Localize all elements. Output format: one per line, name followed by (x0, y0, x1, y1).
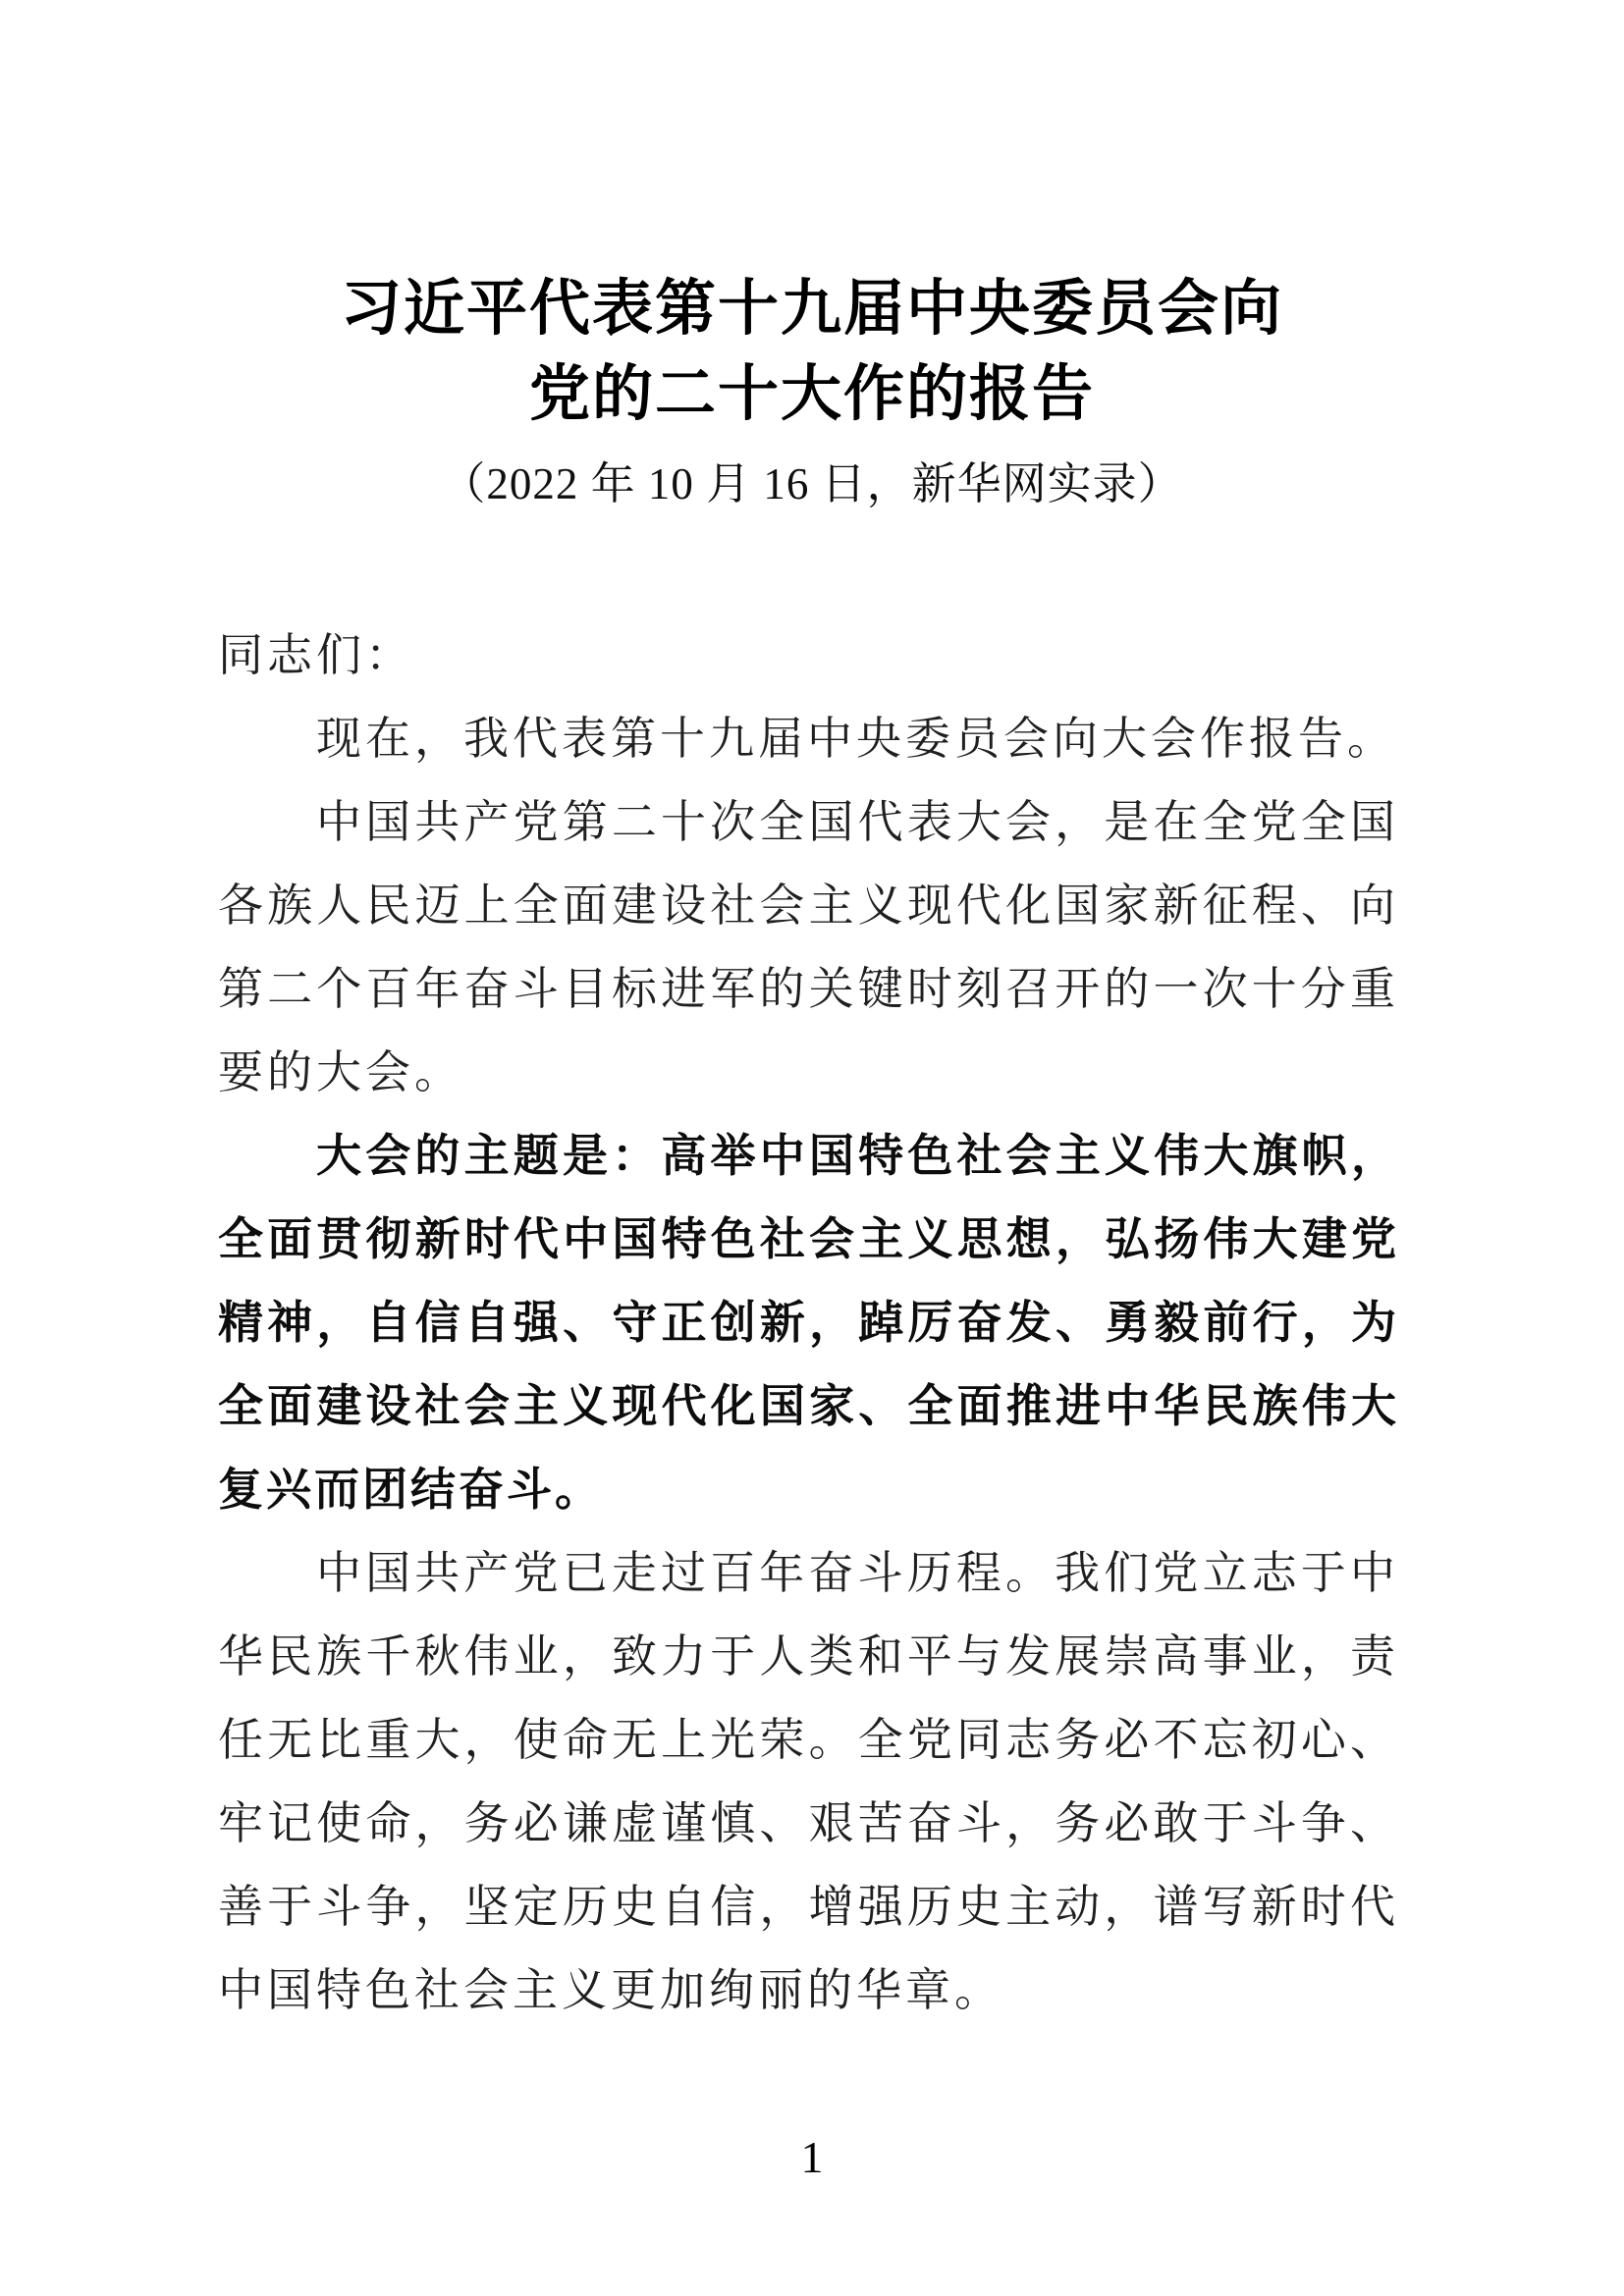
dateline: （2022 年 10 月 16 日，新华网实录） (441, 459, 1183, 508)
page-number: 1 (800, 2132, 824, 2182)
document-body (218, 614, 1399, 2032)
paragraph-report-opening: 现在，我代表第十九届中央委员会向大会作报告。 (316, 714, 1396, 764)
paragraph-congress-significance: 中国共产党第二十次全国代表大会，是在全党全国各族人民迈上全面建设社会主义现代化国家新征程、向第二个百年奋斗目标进军的关键时刻召开的一次十分重要的大会。 (218, 797, 1399, 1097)
salutation: 同志们： (218, 630, 414, 680)
title-line-1: 习近平代表第十九届中央委员会向 (340, 276, 1283, 343)
title-line-2: 党的二十大作的报告 (528, 361, 1095, 428)
document-title (0, 267, 1624, 438)
paragraph-party-mission: 中国共产党已走过百年奋斗历程。我们党立志于中华民族千秋伟业，致力于人类和平与发展崇高事业，责任无比重大，使命无上光荣。全党同志务必不忘初心、牢记使命，务必谦虚谨慎、艰苦奋斗，务必敢于斗争、善于斗争，坚定历史自信，增强历史主动，谱写新时代中国特色社会主义更加绚丽的华章。 (218, 1548, 1399, 2015)
paragraph-congress-theme-bold: 大会的主题是：高举中国特色社会主义伟大旗帜，全面贯彻新时代中国特色社会主义思想，弘扬伟大建党精神，自信自强、守正创新，踔厉奋发、勇毅前行，为全面建设社会主义现代化国家、全面推进中华民族伟大复兴而团结奋斗。 (218, 1130, 1399, 1515)
